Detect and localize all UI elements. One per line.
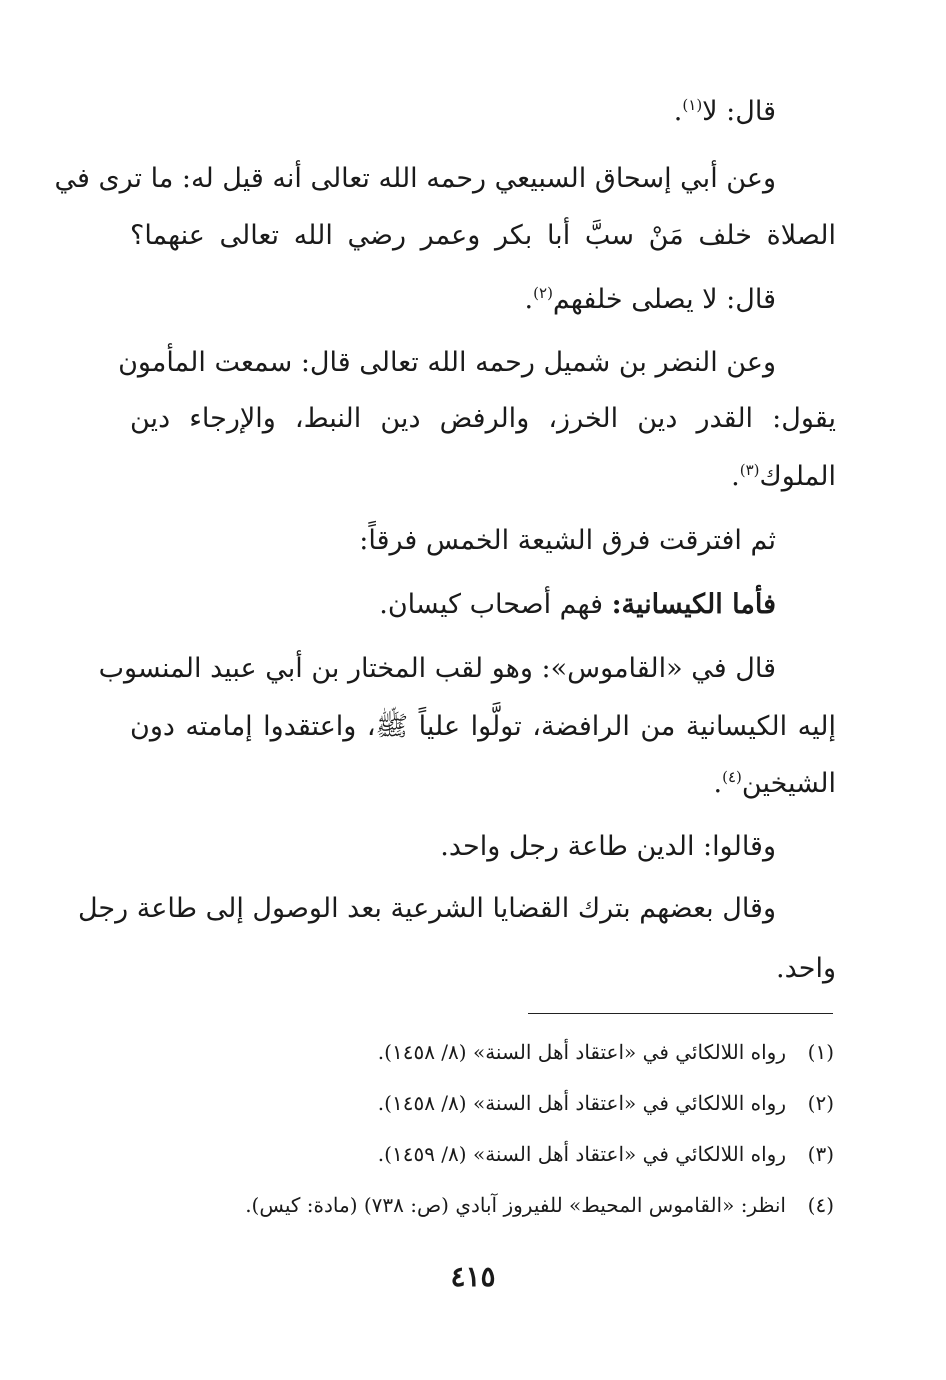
footnote-text: رواه اللالكائي في «اعتقاد أهل السنة» (٨/ ١٤٥٩). [377, 1142, 786, 1166]
footnote-number: (٢) [807, 1091, 834, 1115]
text-line: قال: لا$^{(١)}$. [673, 96, 776, 127]
footnote-separator [528, 1013, 833, 1014]
text-line: وعن أبي إسحاق السبيعي رحمه الله تعالى أنه قيل له: ما ترى في [54, 163, 776, 194]
footnote-text: رواه اللالكائي في «اعتقاد أهل السنة» (٨/ ١٤٥٨). [377, 1091, 786, 1115]
footnote-text: رواه اللالكائي في «اعتقاد أهل السنة» (٨/ ١٤٥٨). [377, 1040, 786, 1064]
section-term: فأما الكيسانية: [611, 589, 776, 620]
footnote [130, 1037, 834, 1067]
footnote-ref: (٢) [533, 284, 553, 302]
text-line: قال في «القاموس»: وهو لقب المختار بن أبي عبيد المنسوب [98, 653, 776, 684]
text-line: وعن النضر بن شميل رحمه الله تعالى قال: سمعت المأمون [118, 347, 776, 378]
text-line: فأما الكيسانية: فهم أصحاب كيسان. [379, 589, 776, 620]
text-line: الملوك$^{(٣)}$. [731, 461, 836, 492]
footnote-number: (١) [807, 1040, 834, 1064]
text-line: وقال بعضهم بترك القضايا الشرعية بعد الوصول إلى طاعة رجل [77, 893, 776, 924]
footnote-ref: (١) [682, 96, 703, 114]
text-line: واحد. [776, 953, 836, 984]
text-line: قال: لا يصلى خلفهم$^{(٢)}$. [524, 284, 776, 315]
text-line: ثم افترقت فرق الشيعة الخمس فرقاً: [359, 525, 776, 556]
footnote-number: (٣) [807, 1142, 834, 1166]
footnote [130, 1088, 834, 1118]
footnote [130, 1139, 834, 1169]
page-number: ٤١٥ [450, 1260, 496, 1293]
text-line: الشيخين$^{(٤)}$. [713, 768, 836, 799]
footnote-ref: (٣) [739, 461, 760, 479]
text-line: يقول: القدر دين الخرز، والرفض دين النبط، والإرجاء دين [130, 403, 836, 434]
footnote [130, 1190, 834, 1220]
text-line: إليه الكيسانية من الرافضة، تولَّوا علياً ﷺ، واعتقدوا إمامته دون [130, 711, 836, 742]
text-line: الصلاة خلف مَنْ سبَّ أبا بكر وعمر رضي الله تعالى عنهما؟ [130, 220, 836, 251]
footnote-ref: (٤) [722, 768, 742, 786]
footnote-text: انظر: «القاموس المحيط» للفيروز آبادي (ص: ٧٣٨) (مادة: كيس). [245, 1193, 786, 1217]
text-line: وقالوا: الدين طاعة رجل واحد. [440, 831, 776, 862]
footnote-number: (٤) [807, 1193, 834, 1217]
